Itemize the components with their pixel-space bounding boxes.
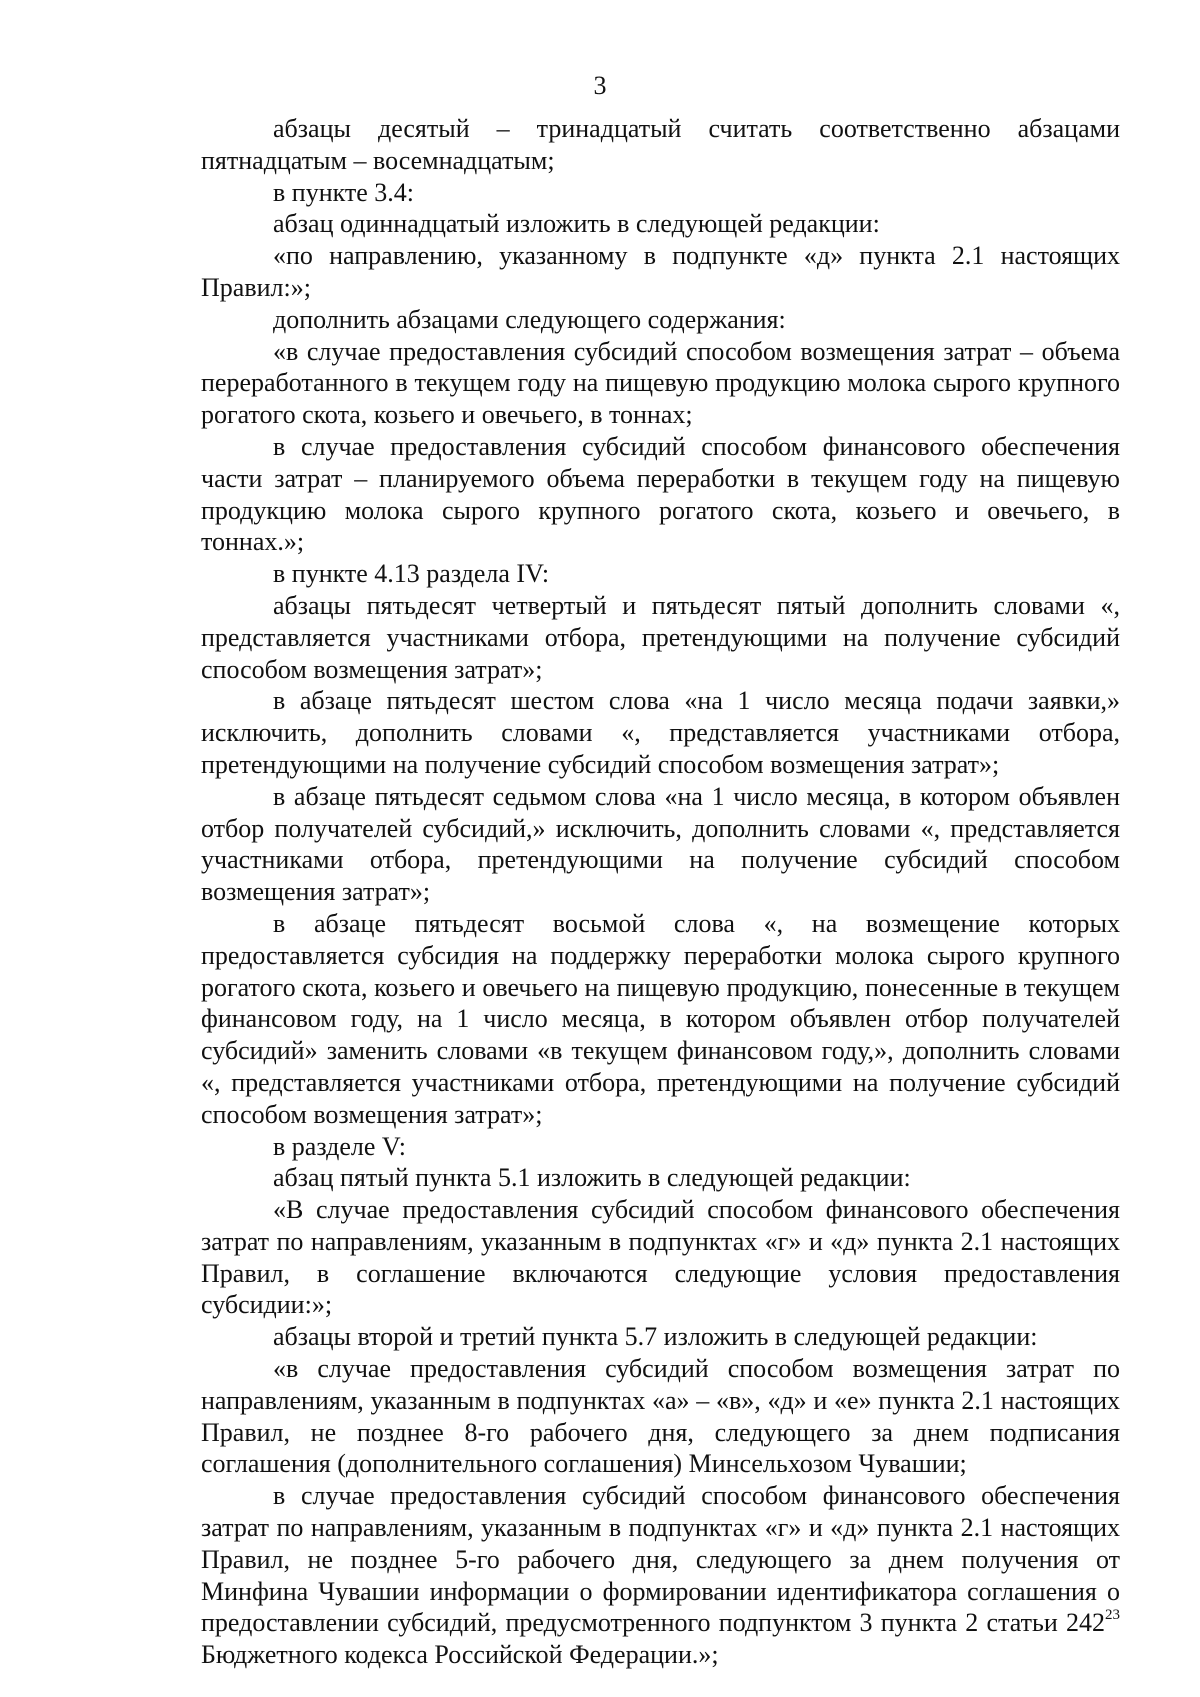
paragraph-1: абзацы десятый – тринадцатый считать соответственно абзацами пятнадцатым – восемнадцатым; xyxy=(201,114,1120,175)
paragraph-5: дополнить абзацами следующего содержания: xyxy=(273,304,786,334)
paragraph-13: в разделе V: xyxy=(273,1131,406,1161)
document-body xyxy=(201,113,1120,1671)
paragraph-18 xyxy=(201,1480,1120,1671)
paragraph-16: абзацы второй и третий пункта 5.7 изложить в следующей редакции: xyxy=(273,1322,1038,1352)
paragraph-11: в абзаце пятьдесят седьмом слова «на 1 число месяца, в котором объявлен отбор получателей субсидий,» исключить, дополнить словами «, представляется участниками отбора, претендующими на получение субсидий способом возмещения затрат»; xyxy=(201,781,1120,907)
paragraph-8: в пункте 4.13 раздела IV: xyxy=(273,559,550,589)
paragraph-12: в абзаце пятьдесят восьмой слова «, на возмещение которых предоставляется субсидия на поддержку переработки молока сырого крупного рогатого скота, козьего и овечьего на пищевую продукцию, понесенные в текущем финансовом году, на 1 число месяца, в котором объявлен отбор получателей субсидий» заменить словами «в текущем финансовом году,», дополнить словами «, представляется участниками отбора, претендующими на получение субсидий способом возмещения затрат»; xyxy=(201,908,1120,1129)
paragraph-18-tail: Бюджетного кодекса Российской Федерации.»; xyxy=(201,1640,719,1670)
article-superscript: 23 xyxy=(1105,1607,1120,1624)
paragraph-18-text: в случае предоставления субсидий способом финансового обеспечения затрат по направлениям, указанным в подпунктах «г» и «д» пункта 2.1 настоящих Правил, не позднее 5-го рабочего дня, следующего за днем получения от Минфина Чувашии информации о формировании идентификатора соглашения о предоставлении субсидий, предусмотренного подпунктом 3 пункта 2 статьи 242 xyxy=(201,1481,1120,1638)
paragraph-15: «В случае предоставления субсидий способом финансового обеспечения затрат по направлениям, указанным в подпунктах «г» и «д» пункта 2.1 настоящих Правил, в соглашение включаются следующие условия предоставления субсидии:»; xyxy=(201,1195,1120,1320)
paragraph-17: «в случае предоставления субсидий способом возмещения затрат по направлениям, указанным в подпунктах «а» – «в», «д» и «е» пункта 2.1 настоящих Правил, не позднее 8-го рабочего дня, следующего за днем подписания соглашения (дополнительного соглашения) Минсельхозом Чувашии; xyxy=(201,1354,1120,1479)
paragraph-2: в пункте 3.4: xyxy=(273,177,415,207)
paragraph-7: в случае предоставления субсидий способом финансового обеспечения части затрат – планируемого объема переработки в текущем году на пищевую продукцию молока сырого крупного рогатого скота, козьего и овечьего, в тоннах.»; xyxy=(201,431,1120,557)
paragraph-9: абзацы пятьдесят четвертый и пятьдесят пятый дополнить словами «, представляется участниками отбора, претендующими на получение субсидий способом возмещения затрат»; xyxy=(201,590,1120,684)
paragraph-4: «по направлению, указанному в подпункте «д» пункта 2.1 настоящих Правил:»; xyxy=(201,241,1120,302)
page-number: 3 xyxy=(593,71,607,100)
paragraph-3: абзац одиннадцатый изложить в следующей редакции: xyxy=(273,209,880,239)
paragraph-6: «в случае предоставления субсидий способом возмещения затрат – объема переработанного в текущем году на пищевую продукцию молока сырого крупного рогатого скота, козьего и овечьего, в тоннах; xyxy=(201,336,1120,430)
paragraph-14: абзац пятый пункта 5.1 изложить в следующей редакции: xyxy=(273,1163,911,1193)
paragraph-10: в абзаце пятьдесят шестом слова «на 1 число месяца подачи заявки,» исключить, дополнить словами «, представляется участниками отбора, претендующими на получение субсидий способом возмещения затрат»; xyxy=(201,686,1120,779)
